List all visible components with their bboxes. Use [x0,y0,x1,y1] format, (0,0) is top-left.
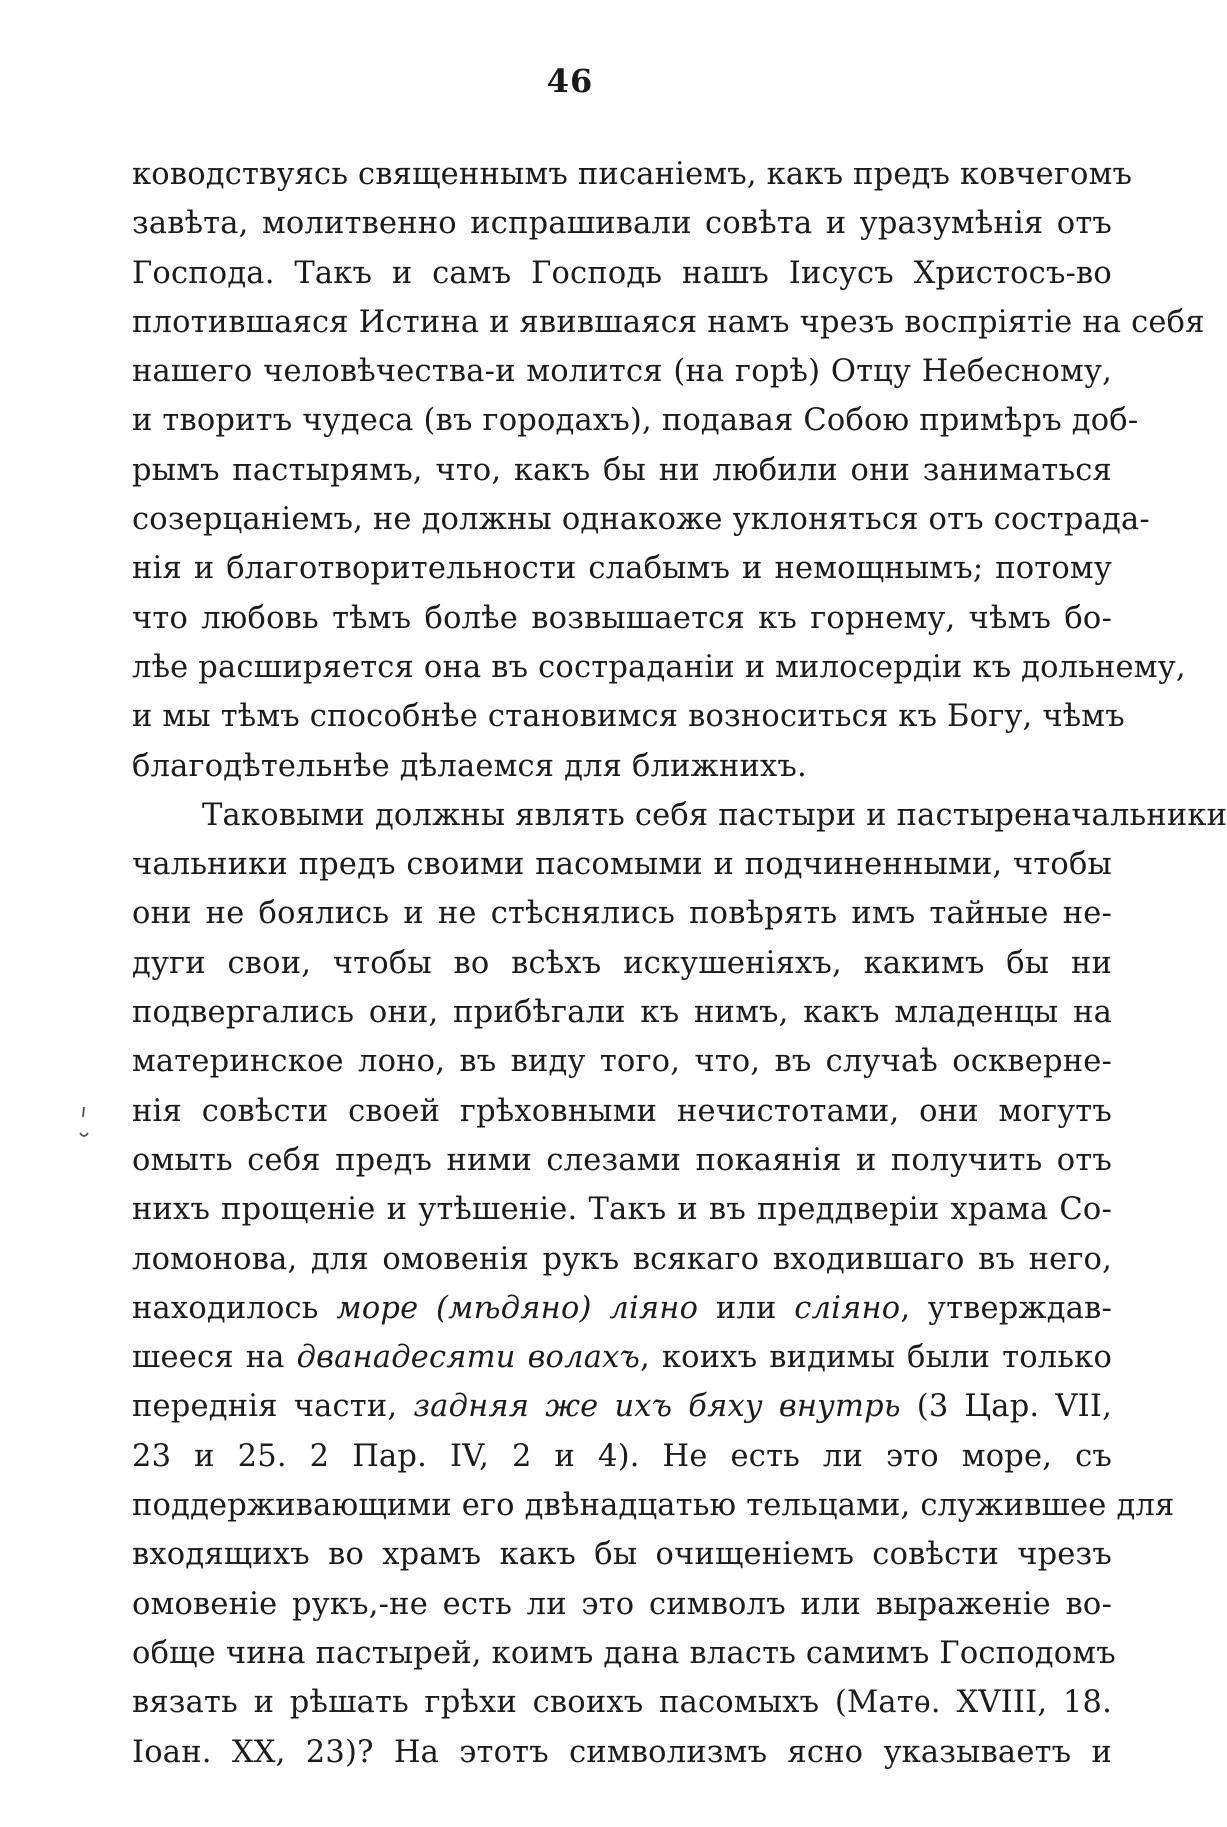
text-line [132,1235,1112,1284]
text-segment: и мы тѣмъ способнѣе становимся возноситься къ Богу, чѣмъ [132,699,1125,735]
text-line [132,791,1227,840]
text-line [132,150,1133,199]
text-line [132,988,1112,1037]
text-segment: рымъ пастырямъ, что, какъ бы ни любили они заниматься [132,452,1112,488]
text-segment: чальники предъ своими пасомыми и подчиненными, чтобы [132,847,1112,883]
text-line [132,298,1205,347]
text-line [132,249,1112,298]
text-segment: нашего человѣчества-и молится (на горѣ) Отцу Небесному, [132,354,1112,390]
text-segment: обще чина пастырей, коимъ дана власть самимъ Господомъ [132,1635,1116,1671]
text-line [132,347,1112,396]
text-segment: (3 Цар. VII, [900,1389,1113,1425]
text-line [132,1432,1112,1481]
margin-mark-icon [78,1105,90,1145]
text-segment: подвергались они, прибѣгали къ нимъ, какъ младенцы на [132,995,1112,1031]
text-segment: поддерживающими его двѣнадцатью тельцами, служившее для [132,1488,1175,1524]
text-line [132,643,1186,692]
text-line [132,446,1112,495]
text-line [132,1530,1112,1579]
text-segment: Таковыми должны являть себя пастыри и пастыреначальники [202,797,1227,833]
text-segment: шееся на [132,1340,297,1376]
text-segment: Господа. Такъ и самъ Господь нашъ Іисусъ Христосъ-во [132,255,1112,291]
text-segment: омовеніе рукъ,-не есть ли это символъ или выраженіе во- [132,1586,1112,1622]
text-line [132,1728,1112,1777]
text-segment: ломонова, для омовенія рукъ всякаго входившаго въ него, [132,1241,1112,1277]
text-segment: они не боялись и не стѣснялись повѣрять имъ тайные не- [132,896,1112,932]
text-segment: находилось [132,1290,337,1326]
text-line [132,495,1150,544]
text-line [132,544,1112,593]
text-line [132,1284,1112,1333]
text-segment: нія совѣсти своей грѣховными нечистотами, они могутъ [132,1093,1112,1129]
text-segment: или [698,1290,795,1326]
text-line [132,742,1112,791]
italic-text: сліяно [794,1290,901,1326]
text-segment: , утверждав- [900,1290,1112,1326]
italic-text: задняя же ихъ бяху внутрь [413,1389,901,1425]
text-line [132,1037,1112,1086]
italic-text: море (мѣдяно) ліяно [336,1290,699,1326]
text-segment: Іоан. XX, 23)? На этотъ символизмъ ясно указываетъ и [132,1734,1112,1770]
text-line [132,1678,1112,1727]
italic-text: дванадесяти волахъ [296,1340,641,1376]
text-line [132,1481,1175,1530]
text-line [132,1185,1112,1234]
body-text [132,150,1227,1777]
text-segment: материнское лоно, въ виду того, что, въ случаѣ оскверне- [132,1044,1112,1080]
text-segment: плотившаяся Истина и явившаяся намъ чрезъ воспріятіе на себя [132,304,1205,340]
text-line [132,1136,1112,1185]
text-segment: нія и благотворительности слабымъ и немощнымъ; потому [132,551,1112,587]
text-segment: ководствуясь священнымъ писаніемъ, какъ предъ ковчегомъ [132,157,1133,192]
text-segment: 23 и 25. 2 Пар. IV, 2 и 4). Не есть ли это море, съ [132,1438,1112,1474]
text-line [132,1087,1112,1136]
text-segment: завѣта, молитвенно испрашивали совѣта и уразумѣнія отъ [132,206,1112,242]
text-segment: и творитъ чудеса (въ городахъ), подавая Собою примѣръ доб- [132,403,1139,439]
text-line [132,594,1112,643]
text-line [132,1382,1112,1431]
text-line [132,1333,1112,1382]
page-number: 46 [546,62,594,100]
text-line [132,939,1112,988]
text-segment: , коихъ видимы были только [640,1340,1113,1376]
text-segment: что любовь тѣмъ болѣе возвышается къ горнему, чѣмъ бо- [132,600,1112,636]
text-line [132,889,1112,938]
text-segment: созерцаніемъ, не должны однакоже уклоняться отъ сострада- [132,502,1150,538]
text-segment: омыть себя предъ ними слезами покаянія и получить отъ [132,1142,1112,1178]
text-segment: входящихъ во храмъ какъ бы очищеніемъ совѣсти чрезъ [132,1537,1112,1573]
text-line [132,1629,1116,1678]
text-segment: переднія части, [132,1389,414,1425]
text-line [132,840,1112,889]
text-line [132,199,1112,248]
text-line [132,1580,1112,1629]
text-line [132,692,1125,741]
text-line [132,396,1139,445]
text-segment: лѣе расширяется она въ состраданіи и милосердіи къ дольнему, [132,649,1186,685]
text-segment: нихъ прощеніе и утѣшеніе. Такъ и въ преддверіи храма Со- [132,1192,1112,1228]
text-segment: вязать и рѣшать грѣхи своихъ пасомыхъ (Матѳ. XVIII, 18. [132,1685,1112,1721]
text-segment: дуги свои, чтобы во всѣхъ искушеніяхъ, какимъ бы ни [132,945,1112,981]
text-segment: благодѣтельнѣе дѣлаемся для ближнихъ. [132,748,807,784]
